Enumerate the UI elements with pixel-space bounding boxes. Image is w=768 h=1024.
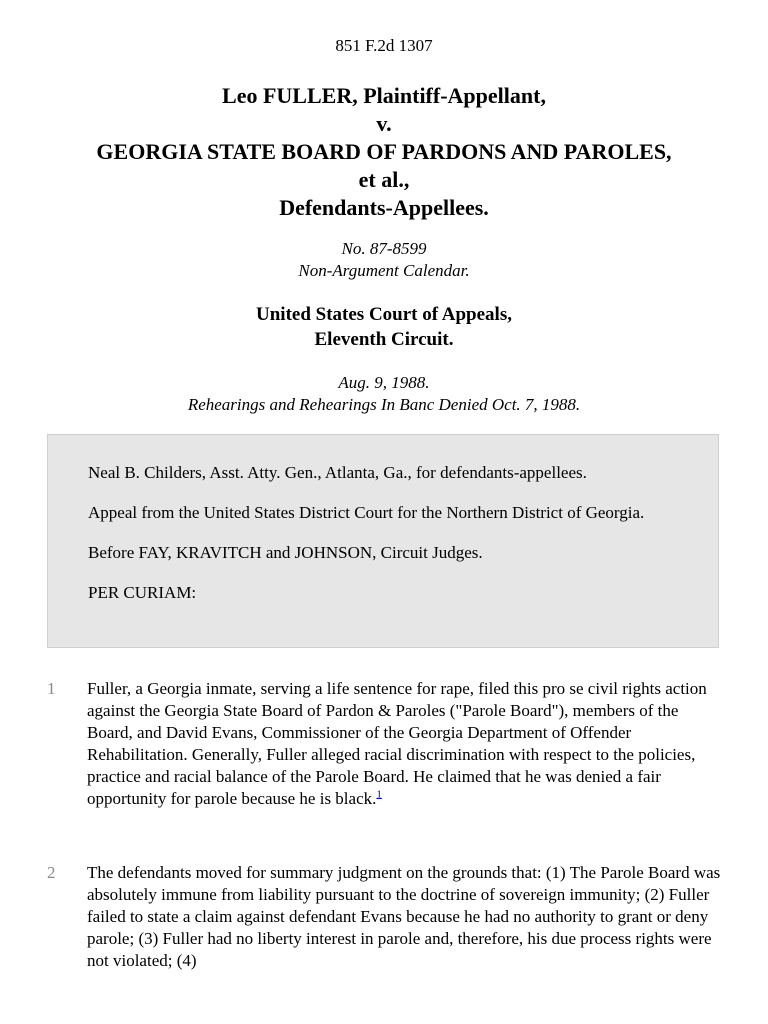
caption-et-al: et al., xyxy=(358,167,410,192)
docket-calendar: Non-Argument Calendar. xyxy=(298,261,470,280)
footnote-link[interactable]: 1 xyxy=(376,788,382,801)
paragraph-text xyxy=(87,678,727,810)
paragraph-body: The defendants moved for summary judgment on the grounds that: (1) The Parole Board was absolutely immune from liability pursuant to the doctrine of sovereign immunity; (2) Fuller failed to state a claim against defendant Evans because he had no authority to grant or deny parole; (3) Fuller had no liberty interest in parole and, therefore, his due process rights were not violated; (4) xyxy=(87,863,721,970)
caption-versus: v. xyxy=(376,111,392,136)
judges-line: Before FAY, KRAVITCH and JOHNSON, Circuit Judges. xyxy=(88,543,483,562)
appeal-line: Appeal from the United States District Court for the Northern District of Georgia. xyxy=(88,503,645,522)
case-citation: 851 F.2d 1307 xyxy=(335,36,433,55)
rehearing-date: Rehearings and Rehearings In Banc Denied Oct. 7, 1988. xyxy=(187,395,581,414)
caption-defendant: GEORGIA STATE BOARD OF PARDONS AND PAROLES, xyxy=(96,139,672,164)
caption-defendant-role: Defendants-Appellees. xyxy=(279,195,489,220)
case-caption xyxy=(0,82,768,222)
prelims-box xyxy=(47,434,719,648)
paragraph-text xyxy=(87,862,727,972)
docket-info xyxy=(0,238,768,282)
paragraph-number: 2 xyxy=(47,863,56,882)
per-curiam-line: PER CURIAM: xyxy=(88,583,197,602)
counsel-line: Neal B. Childers, Asst. Atty. Gen., Atlanta, Ga., for defendants-appellees. xyxy=(88,463,587,482)
court-name-line2: Eleventh Circuit. xyxy=(314,329,454,350)
decided-date: Aug. 9, 1988. xyxy=(338,373,430,392)
court-name xyxy=(0,302,768,352)
paragraph-number: 1 xyxy=(47,679,56,698)
court-name-line1: United States Court of Appeals, xyxy=(256,304,512,325)
paragraph-body: Fuller, a Georgia inmate, serving a life sentence for rape, filed this pro se civil rights action against the Georgia State Board of Pardon & Paroles ("Parole Board"), members of the Board, and David Evans, Commissioner of the Georgia Department of Offender Rehabilitation. Generally, Fuller alleged racial discrimination with respect to the policies, practice and racial balance of the Parole Board. He claimed that he was denied a fair opportunity for parole because he is black. xyxy=(87,679,707,808)
caption-plaintiff: Leo FULLER, Plaintiff-Appellant, xyxy=(222,83,546,108)
docket-number: No. 87-8599 xyxy=(341,239,427,258)
decision-dates xyxy=(0,372,768,416)
